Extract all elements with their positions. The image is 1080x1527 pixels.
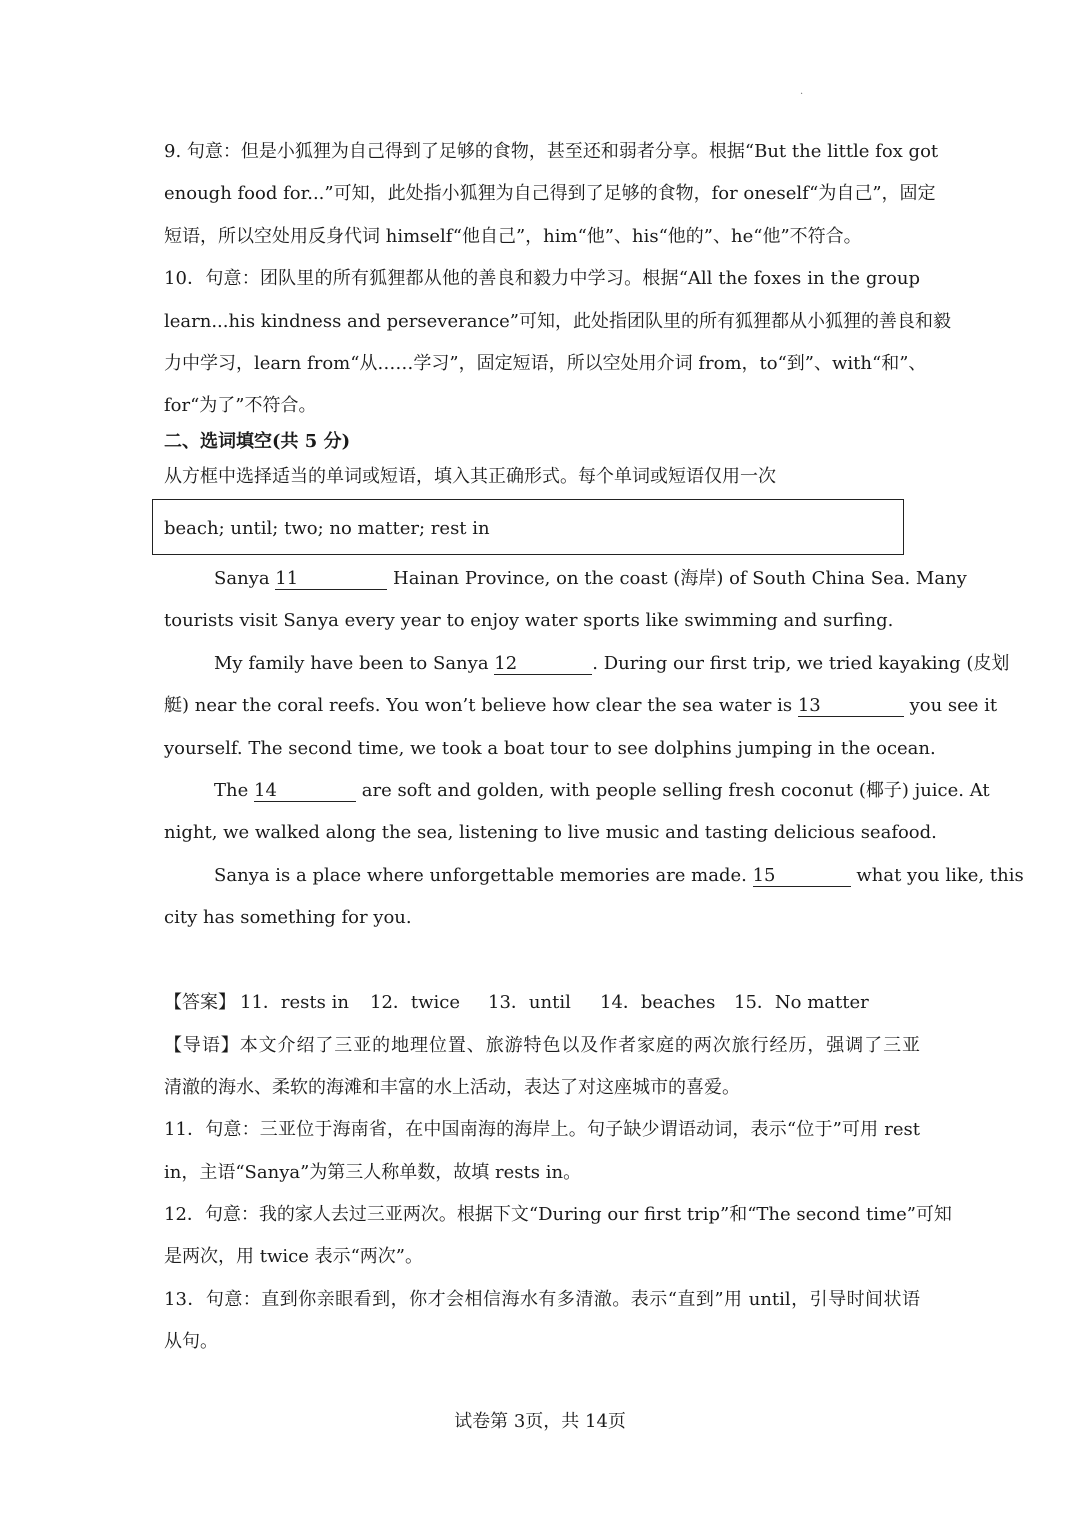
blank-13: 13 xyxy=(798,696,904,717)
blank-15: 15 xyxy=(753,866,851,887)
e13-line-1: 13．句意：直到你亲眼看到，你才会相信海水有多清澈。表示“直到”用 until，引导时间状语 xyxy=(164,1289,920,1310)
passage-line: tourists visit Sanya every year to enjoy water sports like swimming and surfing. xyxy=(164,610,894,631)
page-footer: 试卷第 3页，共 14页 xyxy=(454,1411,626,1432)
e13-line-2: 从句。 xyxy=(164,1331,218,1352)
passage-line: 艇) near the coral reefs. You won’t believe how clear the sea water is 13 you see it xyxy=(164,695,998,716)
answer-item: 12．twice xyxy=(370,992,461,1013)
passage-line: My family have been to Sanya 12 . During our first trip, we tried kayaking (皮划 xyxy=(214,653,1010,674)
answer-item: 11．rests in xyxy=(240,992,349,1013)
q10-line-3: 力中学习，learn from“从……学习”，固定短语，所以空处用介词 from，to“到”、with“和”、 xyxy=(164,353,927,374)
q9-line-1: 9. 句意：但是小狐狸为自己得到了足够的食物，甚至还和弱者分享。根据“But the little fox got xyxy=(164,141,939,162)
e11-line-2: in，主语“Sanya”为第三人称单数，故填 rests in。 xyxy=(164,1162,582,1183)
answer-item: 13．until xyxy=(488,992,571,1013)
blank-14: 14 xyxy=(254,781,356,802)
e11-line-1: 11．句意：三亚位于海南省，在中国南海的海岸上。句子缺少谓语动词，表示“位于”可用 rest xyxy=(164,1119,920,1140)
e12-line-1: 12．句意：我的家人去过三亚两次。根据下文“During our first trip”和“The second time”可知 xyxy=(164,1204,952,1225)
guide-line-2: 清澈的海水、柔软的海滩和丰富的水上活动，表达了对这座城市的喜爱。 xyxy=(164,1077,740,1098)
passage-line: night, we walked along the sea, listening to live music and tasting delicious seafood. xyxy=(164,822,937,843)
blank-12: 12 xyxy=(494,654,592,675)
passage-line: Sanya is a place where unforgettable memories are made. 15 what you like, this xyxy=(214,865,1024,886)
section-title: 二、选词填空(共 5 分) xyxy=(164,431,351,452)
word-box xyxy=(152,499,904,555)
blank-11: 11 xyxy=(275,569,387,590)
word-box-text: beach; until; two; no matter; rest in xyxy=(164,518,490,539)
q9-line-2: enough food for...”可知，此处指小狐狸为自己得到了足够的食物，for oneself“为自己”，固定 xyxy=(164,183,936,204)
q10-line-2: learn...his kindness and perseverance”可知，此处指团队里的所有狐狸都从小狐狸的善良和毅 xyxy=(164,311,951,332)
passage-line: city has something for you. xyxy=(164,907,412,928)
header-mark: . xyxy=(800,86,804,97)
q10-line-1: 10．句意：团队里的所有狐狸都从他的善良和毅力中学习。根据“All the foxes in the group xyxy=(164,268,920,289)
passage-line: Sanya 11 Hainan Province, on the coast (海岸) of South China Sea. Many xyxy=(214,568,967,589)
answer-item: 15．No matter xyxy=(734,992,869,1013)
guide-line-1: 【导语】本文介绍了三亚的地理位置、旅游特色以及作者家庭的两次旅行经历，强调了三亚 xyxy=(164,1035,920,1056)
passage-line: The 14 are soft and golden, with people selling fresh coconut (椰子) juice. At xyxy=(214,780,990,801)
instruction: 从方框中选择适当的单词或短语，填入其正确形式。每个单词或短语仅用一次 xyxy=(164,466,776,487)
answer-label: 【答案】 xyxy=(164,992,236,1013)
answer-item: 14．beaches xyxy=(600,992,716,1013)
q9-line-3: 短语，所以空处用反身代词 himself“他自己”，him“他”、his“他的”、he“他”不符合。 xyxy=(164,226,862,247)
q10-line-4: for“为了”不符合。 xyxy=(164,395,317,416)
e12-line-2: 是两次，用 twice 表示“两次”。 xyxy=(164,1246,423,1267)
answer-line xyxy=(164,991,920,1015)
passage-line: yourself. The second time, we took a boat tour to see dolphins jumping in the ocean. xyxy=(164,738,936,759)
